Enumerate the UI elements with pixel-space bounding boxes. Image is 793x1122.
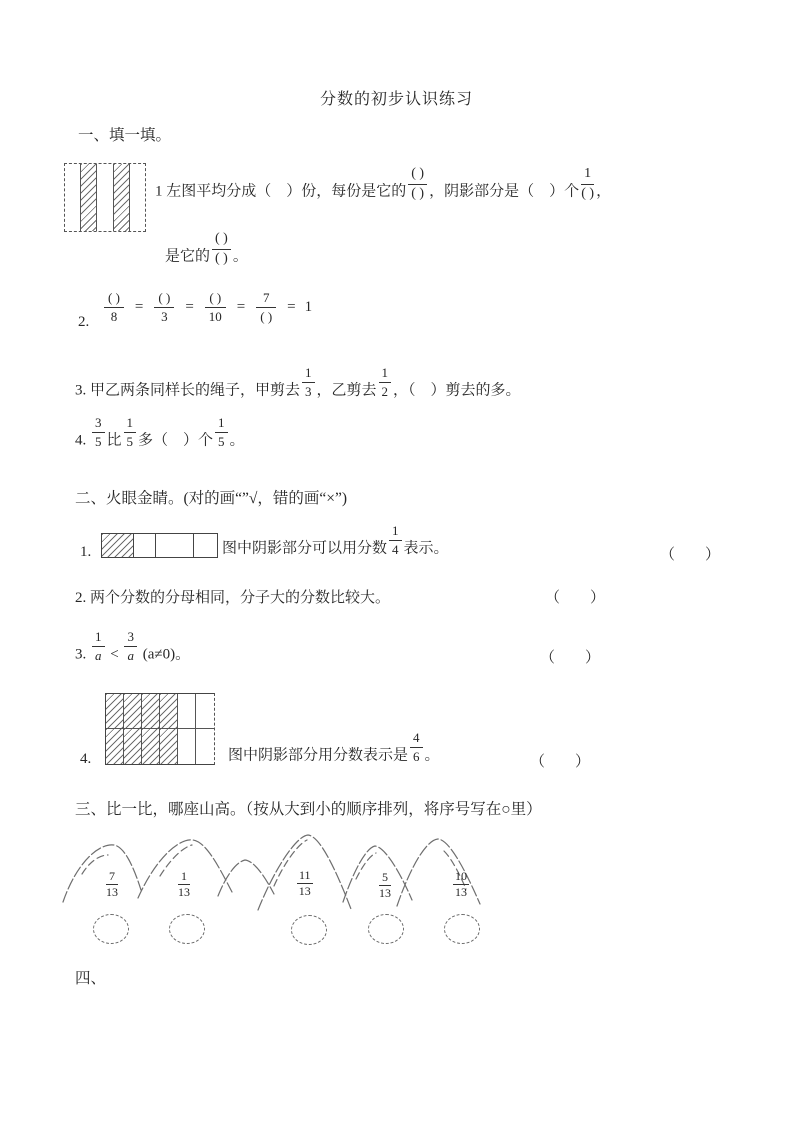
grid-cell-shaded <box>124 729 142 764</box>
strip-unshaded <box>65 164 80 231</box>
section-four-heading: 四、 <box>75 970 107 987</box>
q1-text3: ， <box>596 183 612 200</box>
grid-cell-unshaded <box>178 729 196 764</box>
order-circle-4 <box>368 914 404 944</box>
s2q3-fraction-1: $\frac{1}{a}$ <box>92 630 105 662</box>
strip-unshaded <box>130 164 145 231</box>
page-title: 分数的初步认识练习 <box>319 91 473 108</box>
q2-fraction-2: $\frac{( )}{3}$ <box>154 291 174 323</box>
mountain-fraction-1: $\frac{7}{13}$ <box>106 869 118 899</box>
s2q1-text1: 图中阴影部分可以用分数 <box>222 540 388 557</box>
s2q2-text: 两个分数的分母相同，分子大的分数比较大。 <box>90 590 391 606</box>
grid-cell-unshaded <box>196 694 214 729</box>
s2q3-fraction-2: $\frac{3}{a}$ <box>124 630 137 662</box>
q2-result: 1 <box>304 298 313 315</box>
s2q3-answer-blank: （ ） <box>540 650 601 666</box>
grid-cell-shaded <box>160 694 178 729</box>
less-than-sign: < <box>110 646 119 663</box>
q1-line2-text1: 是它的 <box>165 248 211 265</box>
q4-text2: 多（ ）个 <box>138 432 214 449</box>
q4-fraction-3: $\frac{1}{5}$ <box>215 416 228 448</box>
bar-cell-unshaded <box>156 534 194 557</box>
equals-sign: = <box>236 298 246 315</box>
s2q4-text2: 。 <box>424 747 440 764</box>
q1-text1: 1 左图平均分成（ ）份，每份是它的 <box>155 183 407 200</box>
mountain-fraction-2: $\frac{1}{13}$ <box>178 869 190 899</box>
s2q1-bar-figure <box>101 533 218 558</box>
order-circle-1 <box>93 914 129 944</box>
q2-label: 2. <box>78 314 90 330</box>
q4-text1: 比 <box>106 432 122 449</box>
s2q1-fraction: $\frac{1}{4}$ <box>389 524 402 556</box>
mountain-fraction-4: $\frac{5}{13}$ <box>379 870 391 900</box>
strip-unshaded <box>97 164 112 231</box>
q2-fraction-3: $\frac{( )}{10}$ <box>205 291 226 323</box>
s2q4-fraction: $\frac{4}{6}$ <box>410 731 423 763</box>
s2q4-label: 4. <box>80 751 92 767</box>
grid-cell-unshaded <box>196 729 214 764</box>
grid-cell-shaded <box>106 729 124 764</box>
equals-sign: = <box>134 298 144 315</box>
grid-cell-shaded <box>124 694 142 729</box>
s2q1-label: 1. <box>80 544 92 560</box>
grid-cell-shaded <box>160 729 178 764</box>
s2q4-text1: 图中阴影部分用分数表示是 <box>228 747 409 764</box>
q1-line1 <box>155 167 611 201</box>
q3-line <box>75 366 521 400</box>
q1-blank-fraction: $\frac{( )}{( )}$ <box>408 167 427 201</box>
q4-fraction-1: $\frac{3}{5}$ <box>92 416 105 448</box>
q3-fraction-2: $\frac{1}{2}$ <box>379 366 392 398</box>
q4-text3: 。 <box>229 432 245 449</box>
q4-label: 4. <box>75 432 87 449</box>
s2q2-answer-blank: （ ） <box>545 590 606 606</box>
q2-fraction-4: $\frac{7}{( )}$ <box>256 291 276 323</box>
bar-cell-shaded <box>102 534 134 557</box>
q2-fraction-1: $\frac{( )}{8}$ <box>104 291 124 323</box>
q3-text2: ，乙剪去 <box>316 382 377 399</box>
mountain-fraction-5: $\frac{10}{13}$ <box>455 869 467 899</box>
s2q2-line <box>75 586 390 607</box>
s2q1-text2: 表示。 <box>403 540 449 557</box>
s2q1-answer-blank: （ ） <box>660 547 721 563</box>
q1-line2-blank-fraction: $\frac{( )}{( )}$ <box>212 232 231 266</box>
s2q2-label: 2. <box>75 590 87 606</box>
equals-sign: = <box>185 298 194 315</box>
strip-shaded <box>113 164 130 231</box>
s2q4-line <box>228 731 440 765</box>
s2q3-label: 3. <box>75 646 87 663</box>
equals-sign: = <box>287 298 296 315</box>
q3-label: 3. <box>75 382 87 399</box>
q3-text1: 甲乙两条同样长的绳子，甲剪去 <box>90 382 301 399</box>
order-circle-3 <box>291 915 327 945</box>
grid-cell-shaded <box>142 694 160 729</box>
strip-shaded <box>80 164 97 231</box>
q1-text2: ，阴影部分是（ ）个 <box>429 183 580 200</box>
q1-one-over-blank-fraction: $\frac{1}{( )}$ <box>581 166 595 201</box>
grid-cell-shaded <box>106 694 124 729</box>
section-two-heading: 二、火眼金睛。(对的画“”√，错的画“×”) <box>75 490 348 507</box>
q1-line2-text2: 。 <box>232 248 248 265</box>
s2q4-grid-figure <box>105 693 215 765</box>
bar-cell-unshaded <box>194 534 217 557</box>
grid-cell-unshaded <box>178 694 196 729</box>
order-circle-5 <box>444 914 480 944</box>
mountain-range-figure <box>60 830 520 950</box>
q2-equation <box>102 291 312 323</box>
section-three-heading: 三、比一比，哪座山高。（按从大到小的顺序排列，将序号写在○里） <box>75 801 542 818</box>
order-circle-2 <box>169 914 205 944</box>
mountain-fraction-3: $\frac{11}{13}$ <box>298 868 311 898</box>
bar-cell-unshaded <box>134 534 156 557</box>
s2q1-line <box>222 524 449 558</box>
grid-cell-shaded <box>142 729 160 764</box>
s2q3-text: (a≠0)。 <box>142 646 191 663</box>
q3-text3: ，（ ）剪去的多。 <box>393 382 521 399</box>
s2q4-answer-blank: （ ） <box>530 754 591 770</box>
q1-strip-figure <box>64 163 146 232</box>
section-one-heading: 一、填一填。 <box>78 127 172 144</box>
q4-line <box>75 416 245 450</box>
q1-line2 <box>165 232 248 266</box>
s2q3-line <box>75 630 190 664</box>
q3-fraction-1: $\frac{1}{3}$ <box>302 366 315 398</box>
q4-fraction-2: $\frac{1}{5}$ <box>124 416 137 448</box>
